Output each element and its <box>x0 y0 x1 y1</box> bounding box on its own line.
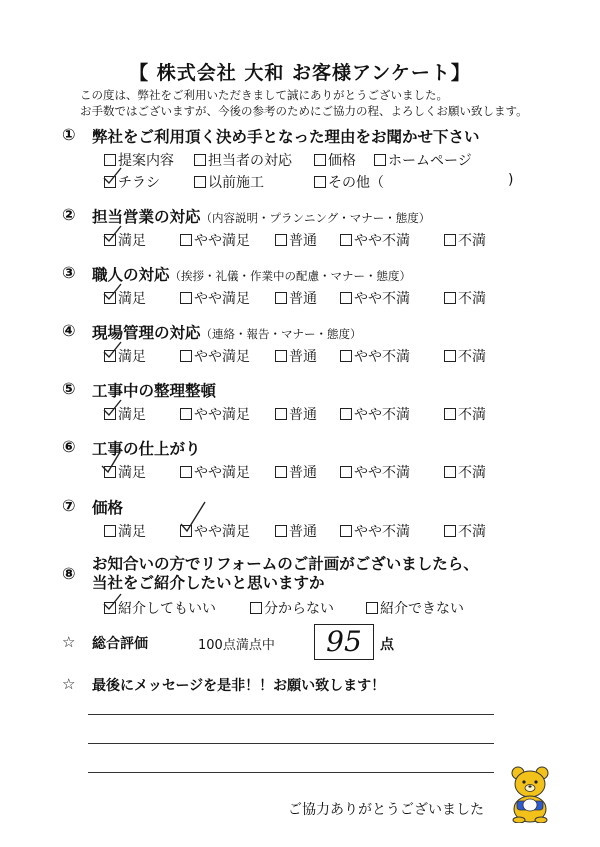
checkbox[interactable] <box>250 602 262 614</box>
checkbox[interactable] <box>444 525 456 537</box>
q7-option-somewhat-dissatisfied[interactable]: やや不満 <box>340 521 410 541</box>
q7-option-neutral[interactable]: 普通 <box>275 521 317 541</box>
q6-number: ⑥ <box>62 437 76 456</box>
checkbox[interactable] <box>444 466 456 478</box>
q7-question: 価格 <box>92 499 124 517</box>
q1-option-flyer[interactable]: チラシ <box>104 172 160 192</box>
q1-other-close-paren: ) <box>508 172 514 188</box>
q4-option-somewhat-dissatisfied[interactable]: やや不満 <box>340 346 410 366</box>
q4-option-dissatisfied[interactable]: 不満 <box>444 346 486 366</box>
checkbox[interactable] <box>104 234 116 246</box>
checkbox[interactable] <box>340 350 352 362</box>
checkbox[interactable] <box>180 408 192 420</box>
q2-option-satisfied[interactable]: 満足 <box>104 230 146 250</box>
checkbox[interactable] <box>104 350 116 362</box>
checkbox[interactable] <box>444 350 456 362</box>
checkbox[interactable] <box>340 408 352 420</box>
checkbox[interactable] <box>194 176 206 188</box>
q8-question-line-2: 当社をご紹介したいと思いますか <box>92 574 325 592</box>
q6-option-neutral[interactable]: 普通 <box>275 462 317 482</box>
q3-option-neutral[interactable]: 普通 <box>275 288 317 308</box>
q6-option-satisfied[interactable]: 満足 <box>104 462 146 482</box>
q3-option-somewhat-satisfied[interactable]: やや満足 <box>180 288 250 308</box>
q8-option-can-refer[interactable]: 紹介してもいい <box>104 598 216 618</box>
q1-number: ① <box>62 125 76 144</box>
overall-score-unit: 点 <box>380 637 394 653</box>
q3-question: 職人の対応（挨拶・礼儀・作業中の配慮・マナー・態度） <box>92 266 412 284</box>
checkbox[interactable] <box>194 154 206 166</box>
checkbox[interactable] <box>104 525 116 537</box>
checkbox[interactable] <box>444 408 456 420</box>
checkbox[interactable] <box>275 466 287 478</box>
q5-number: ⑤ <box>62 379 76 398</box>
q1-option-previous-work[interactable]: 以前施工 <box>194 172 264 192</box>
q2-option-somewhat-dissatisfied[interactable]: やや不満 <box>340 230 410 250</box>
checkbox[interactable] <box>104 602 116 614</box>
q1-option-other[interactable]: その他（ <box>314 172 384 192</box>
overall-scale-text: 100点満点中 <box>198 638 275 653</box>
q4-option-somewhat-satisfied[interactable]: やや満足 <box>180 346 250 366</box>
checkbox[interactable] <box>104 176 116 188</box>
q6-option-dissatisfied[interactable]: 不満 <box>444 462 486 482</box>
message-line-1[interactable] <box>88 714 494 715</box>
q6-question: 工事の仕上がり <box>92 440 201 458</box>
checkbox[interactable] <box>314 176 326 188</box>
q3-option-somewhat-dissatisfied[interactable]: やや不満 <box>340 288 410 308</box>
q4-option-satisfied[interactable]: 満足 <box>104 346 146 366</box>
checkbox[interactable] <box>180 350 192 362</box>
checkbox[interactable] <box>180 525 192 537</box>
checkbox[interactable] <box>275 408 287 420</box>
thanks-text: ご協力ありがとうございました <box>288 802 484 818</box>
q3-option-satisfied[interactable]: 満足 <box>104 288 146 308</box>
q8-question-line-1: お知合いの方でリフォームのご計画がございましたら、 <box>92 555 479 573</box>
checkbox[interactable] <box>340 292 352 304</box>
q1-option-price[interactable]: 価格 <box>314 150 356 170</box>
checkbox[interactable] <box>275 292 287 304</box>
checkbox[interactable] <box>104 466 116 478</box>
q4-option-neutral[interactable]: 普通 <box>275 346 317 366</box>
q5-question: 工事中の整理整頓 <box>92 382 217 400</box>
intro-line-1: この度は、弊社をご利用いただきまして誠にありがとうございました。 <box>80 88 448 102</box>
q1-option-homepage[interactable]: ホームページ <box>374 150 472 170</box>
q1-option-proposal[interactable]: 提案内容 <box>104 150 174 170</box>
bear-mascot-icon <box>505 765 555 823</box>
overall-star-icon: ☆ <box>62 633 76 651</box>
checkbox[interactable] <box>340 234 352 246</box>
checkbox[interactable] <box>104 408 116 420</box>
q8-option-dont-know[interactable]: 分からない <box>250 598 334 618</box>
checkbox[interactable] <box>444 292 456 304</box>
checkbox[interactable] <box>314 154 326 166</box>
q8-option-cannot-refer[interactable]: 紹介できない <box>366 598 464 618</box>
message-label: 最後にメッセージを是非！！お願い致します！ <box>92 678 386 694</box>
q2-option-somewhat-satisfied[interactable]: やや満足 <box>180 230 250 250</box>
checkbox[interactable] <box>104 292 116 304</box>
checkbox[interactable] <box>275 525 287 537</box>
q2-option-dissatisfied[interactable]: 不満 <box>444 230 486 250</box>
checkbox[interactable] <box>340 525 352 537</box>
q2-question: 担当営業の対応（内容説明・プランニング・マナー・態度） <box>92 208 431 226</box>
q8-number: ⑧ <box>62 564 76 583</box>
checkbox[interactable] <box>340 466 352 478</box>
q5-option-neutral[interactable]: 普通 <box>275 404 317 424</box>
q7-option-somewhat-satisfied[interactable]: やや満足 <box>180 521 250 541</box>
intro-line-2: お手数ではございますが、今後の参考のためにご協力の程、よろしくお願い致します。 <box>80 104 528 118</box>
checkbox[interactable] <box>180 234 192 246</box>
q1-question: 弊社をご利用頂く決め手となった理由をお聞かせ下さい <box>92 128 480 146</box>
checkbox[interactable] <box>180 292 192 304</box>
q4-question: 現場管理の対応（連絡・報告・マナー・態度） <box>92 324 362 342</box>
message-star-icon: ☆ <box>62 675 76 693</box>
q1-option-staff[interactable]: 担当者の対応 <box>194 150 292 170</box>
checkbox[interactable] <box>180 466 192 478</box>
q7-option-satisfied[interactable]: 満足 <box>104 521 146 541</box>
checkbox[interactable] <box>444 234 456 246</box>
q5-option-dissatisfied[interactable]: 不満 <box>444 404 486 424</box>
q4-number: ④ <box>62 321 76 340</box>
q5-option-somewhat-satisfied[interactable]: やや満足 <box>180 404 250 424</box>
checkbox[interactable] <box>374 154 386 166</box>
q6-option-somewhat-satisfied[interactable]: やや満足 <box>180 462 250 482</box>
q3-number: ③ <box>62 263 76 282</box>
q6-option-somewhat-dissatisfied[interactable]: やや不満 <box>340 462 410 482</box>
q5-option-satisfied[interactable]: 満足 <box>104 404 146 424</box>
message-line-2[interactable] <box>88 743 494 744</box>
checkbox[interactable] <box>104 154 116 166</box>
q2-number: ② <box>62 205 76 224</box>
overall-score-input[interactable]: 95 <box>314 624 374 660</box>
q2-option-neutral[interactable]: 普通 <box>275 230 317 250</box>
survey-title: 【 株式会社 大和 お客様アンケート】 <box>129 62 471 84</box>
q5-option-somewhat-dissatisfied[interactable]: やや不満 <box>340 404 410 424</box>
checkbox[interactable] <box>275 234 287 246</box>
checkbox[interactable] <box>275 350 287 362</box>
checkbox[interactable] <box>366 602 378 614</box>
q7-number: ⑦ <box>62 496 76 515</box>
message-line-3[interactable] <box>88 772 494 773</box>
q3-option-dissatisfied[interactable]: 不満 <box>444 288 486 308</box>
q7-option-dissatisfied[interactable]: 不満 <box>444 521 486 541</box>
overall-rating-label: 総合評価 <box>92 636 148 652</box>
